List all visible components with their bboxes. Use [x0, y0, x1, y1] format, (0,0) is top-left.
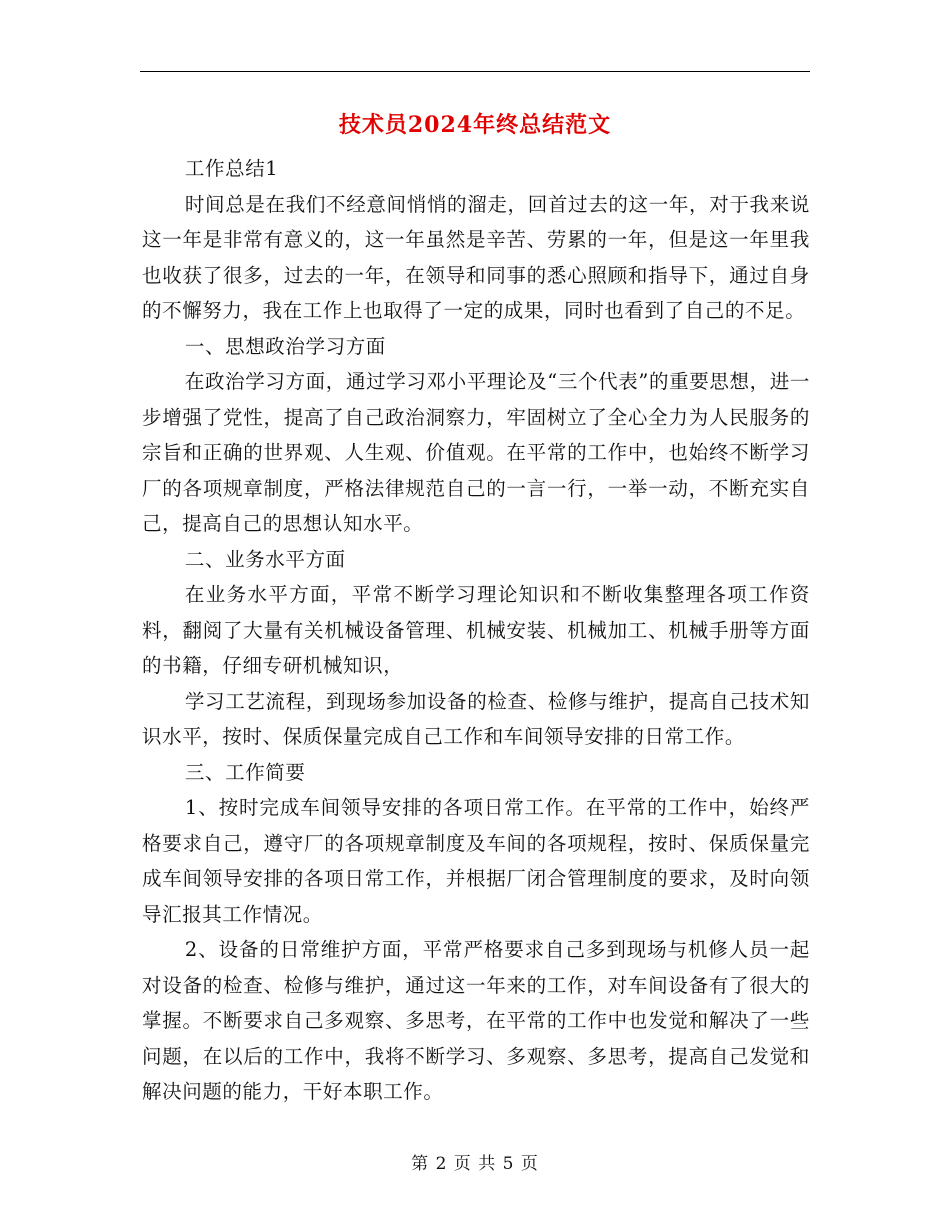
- section-heading: 二、业务水平方面: [184, 547, 346, 571]
- paragraph: 在政治学习方面，通过学习邓小平理论及“三个代表”的重要思想，进一步增强了党性，提高了自己政治洞察力，牢固树立了全心全力为人民服务的宗旨和正确的世界观、人生观、价值观。在平常的工作中，也始终不断学习厂的各项规章制度，严格法律规范自己的一言一行，一举一动，不断充实自己，提高自己的思想认知水平。: [142, 370, 810, 535]
- paragraph: 学习工艺流程，到现场参加设备的检查、检修与维护，提高自己技术知识水平，按时、保质保量完成自己工作和车间领导安排的日常工作。: [142, 689, 810, 748]
- document-title: 技术员2024年终总结范文: [338, 112, 612, 138]
- paragraph: 时间总是在我们不经意间悄悄的溜走，回首过去的这一年，对于我来说这一年是非常有意义的，这一年虽然是辛苦、劳累的一年，但是这一年里我也收获了很多，过去的一年，在领导和同事的悉心照顾和指导下，通过自身的不懈努力，我在工作上也取得了一定的成果，同时也看到了自己的不足。: [142, 192, 810, 322]
- section-heading: 工作总结1: [184, 157, 279, 180]
- paragraph: 2、设备的日常维护方面，平常严格要求自己多到现场与机修人员一起对设备的检查、检修与维护，通过这一年来的工作，对车间设备有了很大的掌握。不断要求自己多观察、多思考，在平常的工作中也发觉和解决了一些问题，在以后的工作中，我将不断学习、多观察、多思考，提高自己发觉和解决问题的能力，干好本职工作。: [142, 938, 810, 1103]
- page-number: 第 2 页 共 5 页: [411, 1154, 539, 1174]
- page-footer: [0, 1152, 950, 1176]
- section-heading: 一、思想政治学习方面: [184, 334, 386, 358]
- paragraph: 1、按时完成车间领导安排的各项日常工作。在平常的工作中，始终严格要求自己，遵守厂的各项规章制度及车间的各项规程，按时、保质保量完成车间领导安排的各项日常工作，并根据厂闭合管理制度的要求，及时向领导汇报其工作情况。: [142, 796, 810, 926]
- header-rule: [140, 71, 810, 72]
- paragraph: 在业务水平方面，平常不断学习理论知识和不断收集整理各项工作资料，翻阅了大量有关机械设备管理、机械安装、机械加工、机械手册等方面的书籍，仔细专研机械知识，: [142, 583, 810, 677]
- section-heading: 三、工作简要: [184, 760, 306, 784]
- document-body: [142, 151, 810, 1110]
